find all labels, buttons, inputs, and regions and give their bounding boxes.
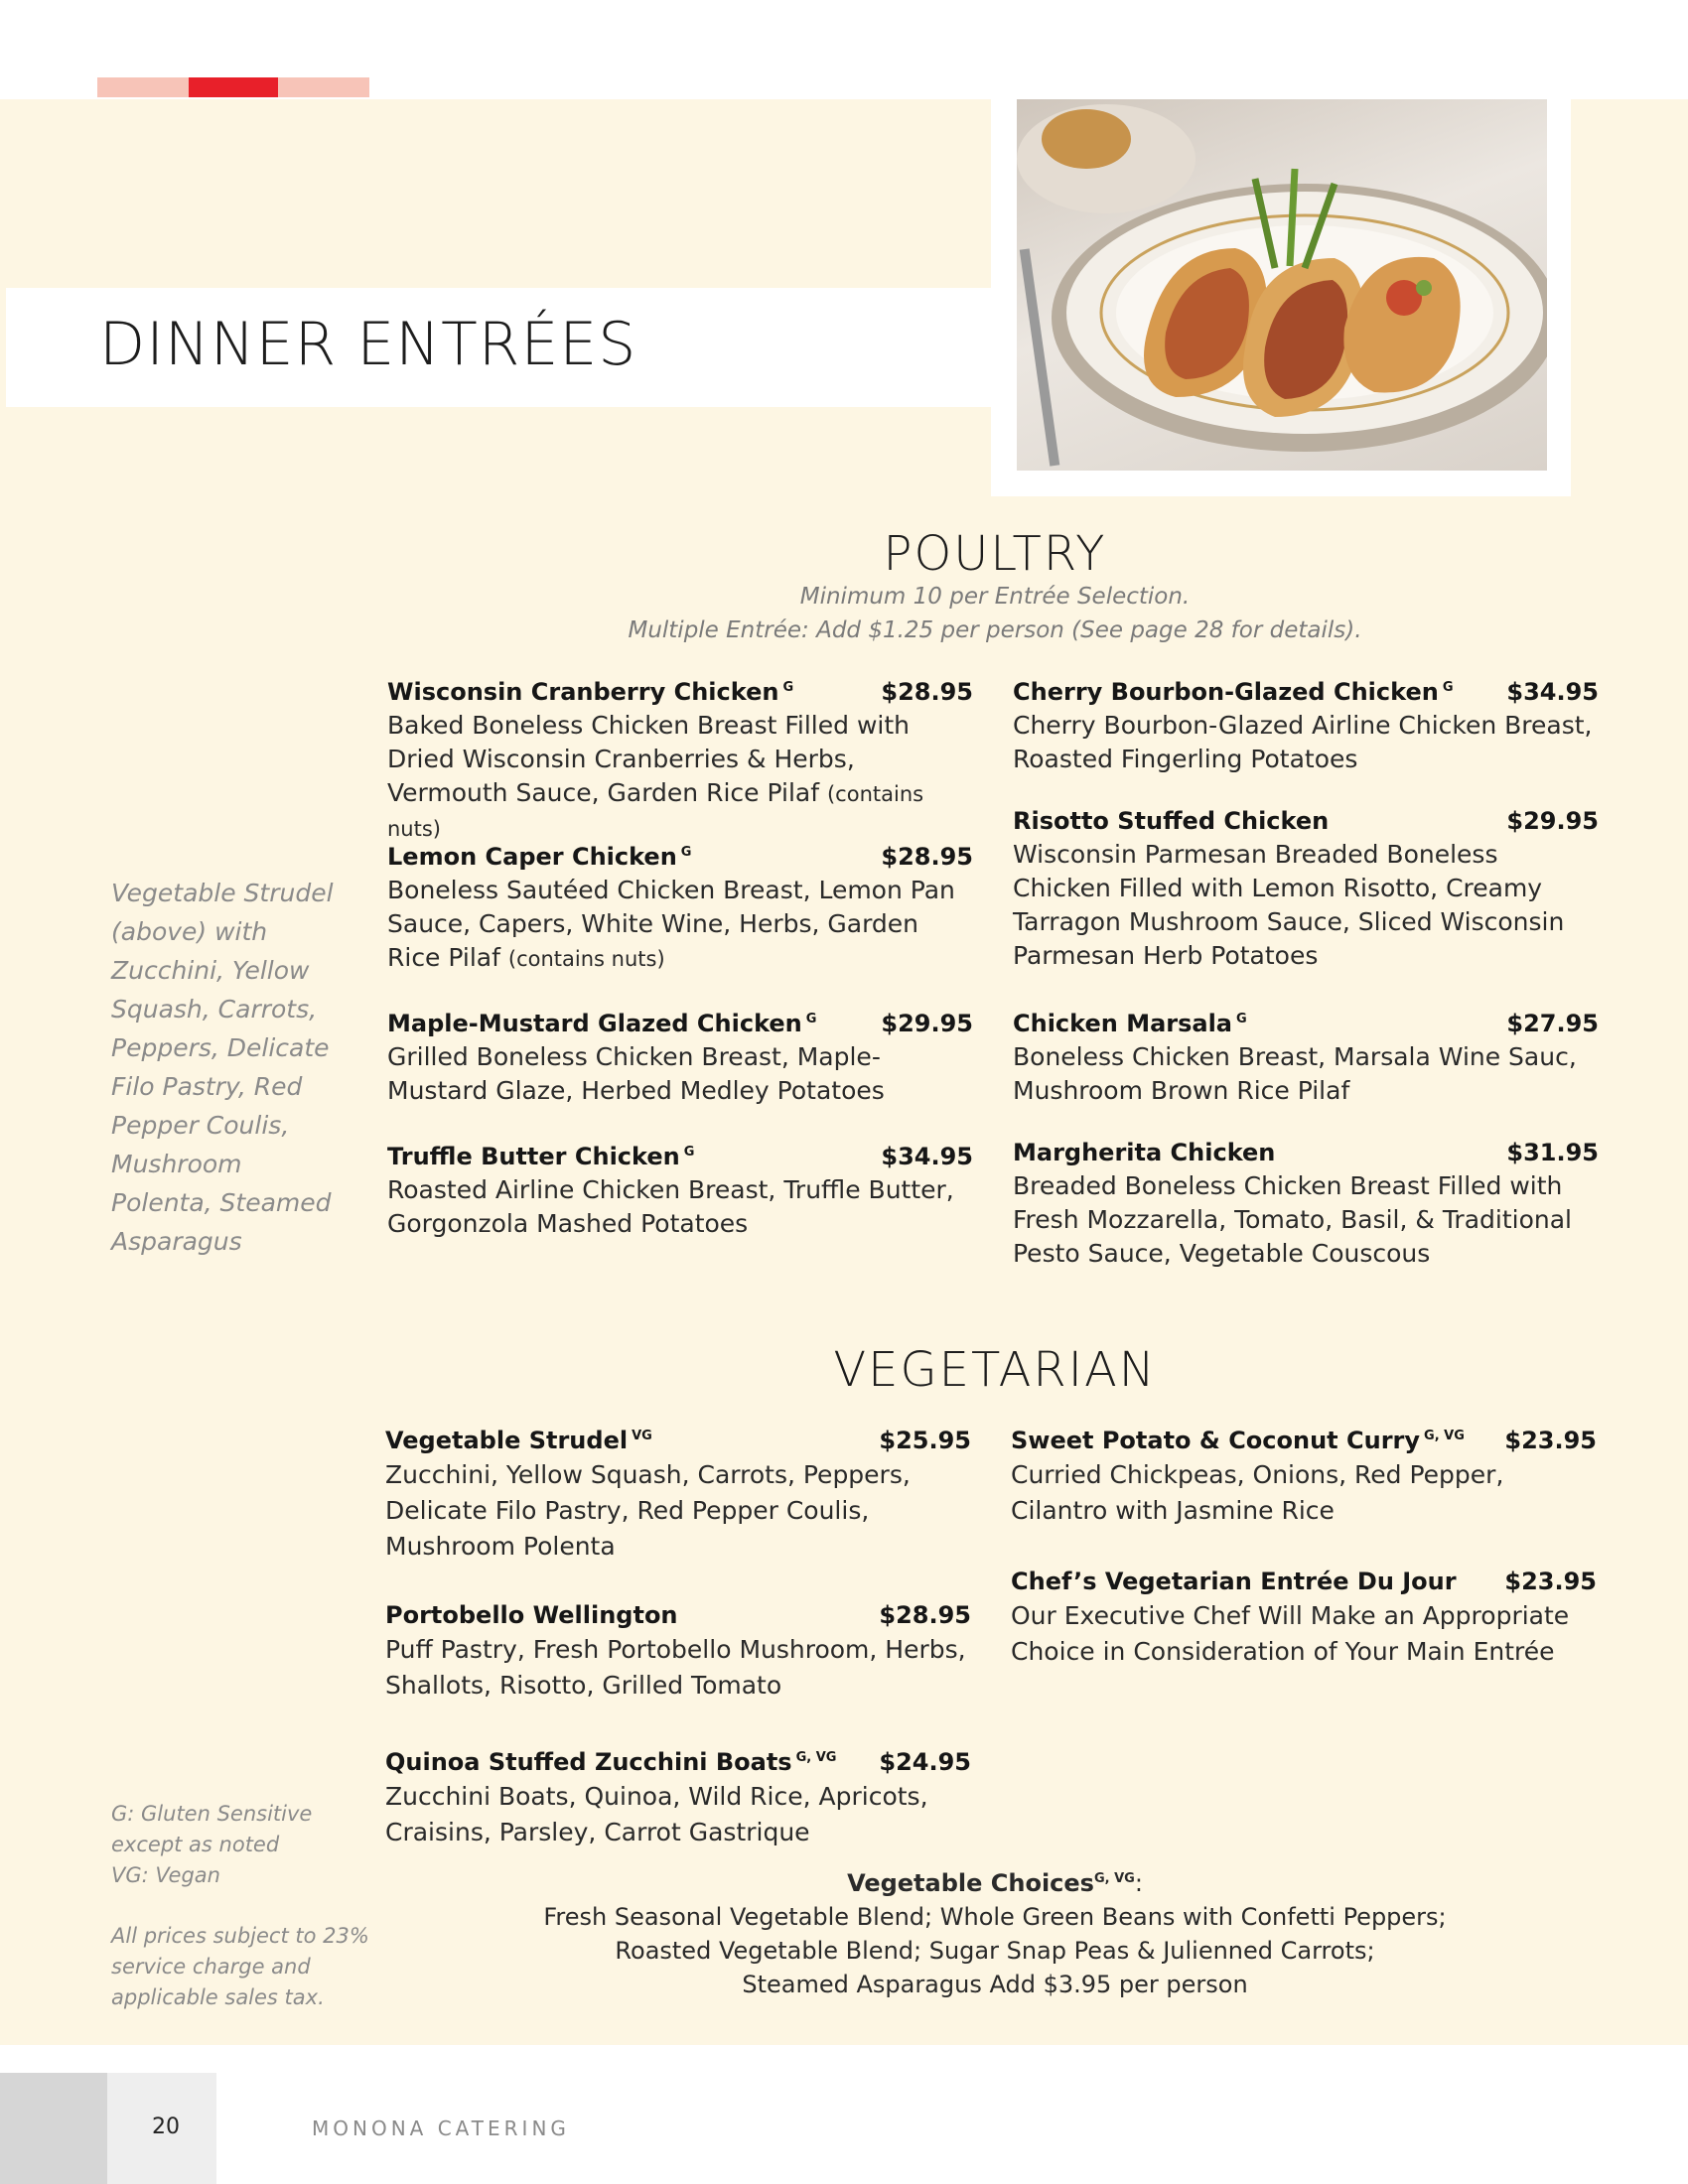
- legend-gluten-sensitive: G: Gluten Sensitive: [111, 1802, 313, 1826]
- item-description: Baked Boneless Chicken Breast Filled with Dried Wisconsin Cranberries & Herbs, Vermouth Sauce, Garden Rice Pilaf: [387, 711, 910, 807]
- menu-item-portobello-wellington: [385, 1598, 971, 1704]
- item-description: Our Executive Chef Will Make an Appropriate Choice in Consideration of Your Main Entrée: [1011, 1601, 1570, 1666]
- item-name: Portobello Wellington: [385, 1601, 678, 1629]
- item-price: $29.95: [881, 1010, 973, 1037]
- item-price: $34.95: [881, 1143, 973, 1170]
- page-number: 20: [152, 2115, 180, 2139]
- item-tag: G: [1236, 1012, 1247, 1026]
- item-name: Risotto Stuffed Chicken: [1013, 807, 1330, 835]
- item-tag: G: [782, 680, 794, 695]
- item-name: Wisconsin Cranberry Chicken: [387, 678, 779, 706]
- item-description: Curried Chickpeas, Onions, Red Pepper, Cilantro with Jasmine Rice: [1011, 1460, 1504, 1525]
- item-description: Boneless Chicken Breast, Marsala Wine Sauc, Mushroom Brown Rice Pilaf: [1013, 1042, 1577, 1105]
- footer-brand: MONONA CATERING: [312, 2116, 570, 2140]
- item-name: Chef’s Vegetarian Entrée Du Jour: [1011, 1568, 1457, 1595]
- item-price: $28.95: [879, 1601, 971, 1629]
- item-price: $25.95: [879, 1427, 971, 1454]
- vegetable-choices-line: Fresh Seasonal Vegetable Blend; Whole Green Beans with Confetti Peppers;: [543, 1903, 1447, 1931]
- item-allergen-note: (contains nuts): [507, 947, 665, 971]
- item-price: $24.95: [879, 1748, 971, 1776]
- item-name: Maple-Mustard Glazed Chicken: [387, 1010, 802, 1037]
- item-name: Quinoa Stuffed Zucchini Boats: [385, 1748, 792, 1776]
- item-name: Margherita Chicken: [1013, 1139, 1276, 1166]
- item-price: $28.95: [881, 678, 973, 706]
- footer-block-gray: [0, 2073, 107, 2184]
- accent-bar-left: [97, 77, 189, 97]
- vegetable-choices-line: Steamed Asparagus Add $3.95 per person: [742, 1971, 1248, 1998]
- item-tag: G: [680, 845, 692, 860]
- item-price: $27.95: [1506, 1010, 1599, 1037]
- menu-item-risotto-stuffed-chicken: [1013, 804, 1599, 973]
- item-price: $29.95: [1506, 807, 1599, 835]
- page-title: DINNER ENTRÉES: [99, 310, 637, 379]
- item-price: $23.95: [1504, 1568, 1597, 1595]
- menu-item-cherry-bourbon-glazed-chicken: [1013, 671, 1599, 776]
- item-name: Truffle Butter Chicken: [387, 1143, 680, 1170]
- item-description: Breaded Boneless Chicken Breast Filled with Fresh Mozzarella, Tomato, Basil, & Traditional Pesto Sauce, Vegetable Couscous: [1013, 1171, 1573, 1268]
- menu-item-margherita-chicken: [1013, 1136, 1599, 1271]
- item-name: Vegetable Strudel: [385, 1427, 629, 1454]
- vegetarian-section-title: VEGETARIAN: [833, 1342, 1157, 1398]
- menu-item-chefs-vegetarian-entree-du-jour: [1011, 1565, 1597, 1670]
- item-price: $34.95: [1506, 678, 1599, 706]
- poultry-minimum-note: Minimum 10 per Entrée Selection.: [799, 584, 1191, 610]
- poultry-multiple-note: Multiple Entrée: Add $1.25 per person (See page 28 for details).: [628, 617, 1362, 643]
- item-name: Lemon Caper Chicken: [387, 843, 677, 871]
- item-price: $28.95: [881, 843, 973, 871]
- vegetable-choices: [496, 1862, 1493, 2001]
- item-description: Grilled Boneless Chicken Breast, Maple-Mustard Glaze, Herbed Medley Potatoes: [387, 1042, 885, 1105]
- item-description: Wisconsin Parmesan Breaded Boneless Chicken Filled with Lemon Risotto, Creamy Tarragon Mushroom Sauce, Sliced Wisconsin Parmesan Herb Potatoes: [1013, 840, 1565, 970]
- vegetable-choices-tag: G, VG: [1093, 1871, 1135, 1886]
- vegetable-choices-colon: :: [1134, 1869, 1143, 1897]
- accent-bar-right: [278, 77, 369, 97]
- menu-item-sweet-potato-coconut-curry: [1011, 1420, 1597, 1529]
- legend-prices-note: All prices subject to 23% service charge and applicable sales tax.: [111, 1924, 369, 2009]
- item-name: Cherry Bourbon-Glazed Chicken: [1013, 678, 1439, 706]
- menu-item-quinoa-stuffed-zucchini-boats: [385, 1741, 971, 1850]
- item-tag: G: [805, 1012, 817, 1026]
- item-tag: G: [683, 1145, 695, 1160]
- item-price: $23.95: [1504, 1427, 1597, 1454]
- item-allergen-note: (contains nuts): [387, 782, 924, 841]
- vegetable-choices-line: Roasted Vegetable Blend; Sugar Snap Peas & Julienned Carrots;: [615, 1937, 1375, 1965]
- item-tag: G, VG: [795, 1750, 837, 1765]
- menu-item-wisconsin-cranberry-chicken: [387, 671, 973, 846]
- menu-item-truffle-butter-chicken: [387, 1136, 973, 1241]
- accent-bar-center: [189, 77, 278, 97]
- plated-vegetable-strudel-image: [1017, 99, 1547, 471]
- menu-item-lemon-caper-chicken: [387, 836, 973, 976]
- item-tag: G, VG: [1424, 1429, 1465, 1443]
- item-description: Zucchini Boats, Quinoa, Wild Rice, Apricots, Craisins, Parsley, Carrot Gastrique: [385, 1782, 928, 1846]
- item-description: Puff Pastry, Fresh Portobello Mushroom, Herbs, Shallots, Risotto, Grilled Tomato: [385, 1635, 966, 1700]
- item-description: Zucchini, Yellow Squash, Carrots, Peppers, Delicate Filo Pastry, Red Pepper Coulis, Mushroom Polenta: [385, 1460, 911, 1561]
- item-price: $31.95: [1506, 1139, 1599, 1166]
- photo-caption: Vegetable Strudel (above) with Zucchini, Yellow Squash, Carrots, Peppers, Delicate Filo Pastry, Red Pepper Coulis, Mushroom Polenta, Steamed Asparagus: [111, 879, 334, 1256]
- vegetable-choices-title: Vegetable Choices: [847, 1869, 1094, 1897]
- item-name: Chicken Marsala: [1013, 1010, 1233, 1037]
- poultry-section-title: POULTRY: [883, 526, 1107, 582]
- item-description: Roasted Airline Chicken Breast, Truffle Butter, Gorgonzola Mashed Potatoes: [387, 1175, 954, 1238]
- menu-item-chicken-marsala: [1013, 1003, 1599, 1108]
- item-description: Boneless Sautéed Chicken Breast, Lemon Pan Sauce, Capers, White Wine, Herbs, Garden Rice Pilaf: [387, 876, 955, 972]
- item-tag: VG: [632, 1429, 652, 1443]
- legend-vegan: VG: Vegan: [111, 1863, 220, 1887]
- item-name: Sweet Potato & Coconut Curry: [1011, 1427, 1421, 1454]
- menu-item-maple-mustard-glazed-chicken: [387, 1003, 973, 1108]
- item-tag: G: [1442, 680, 1454, 695]
- menu-item-vegetable-strudel: [385, 1420, 971, 1565]
- item-description: Cherry Bourbon-Glazed Airline Chicken Breast, Roasted Fingerling Potatoes: [1013, 711, 1593, 773]
- dietary-legend: [111, 1799, 369, 2013]
- legend-gluten-note: except as noted: [111, 1833, 280, 1856]
